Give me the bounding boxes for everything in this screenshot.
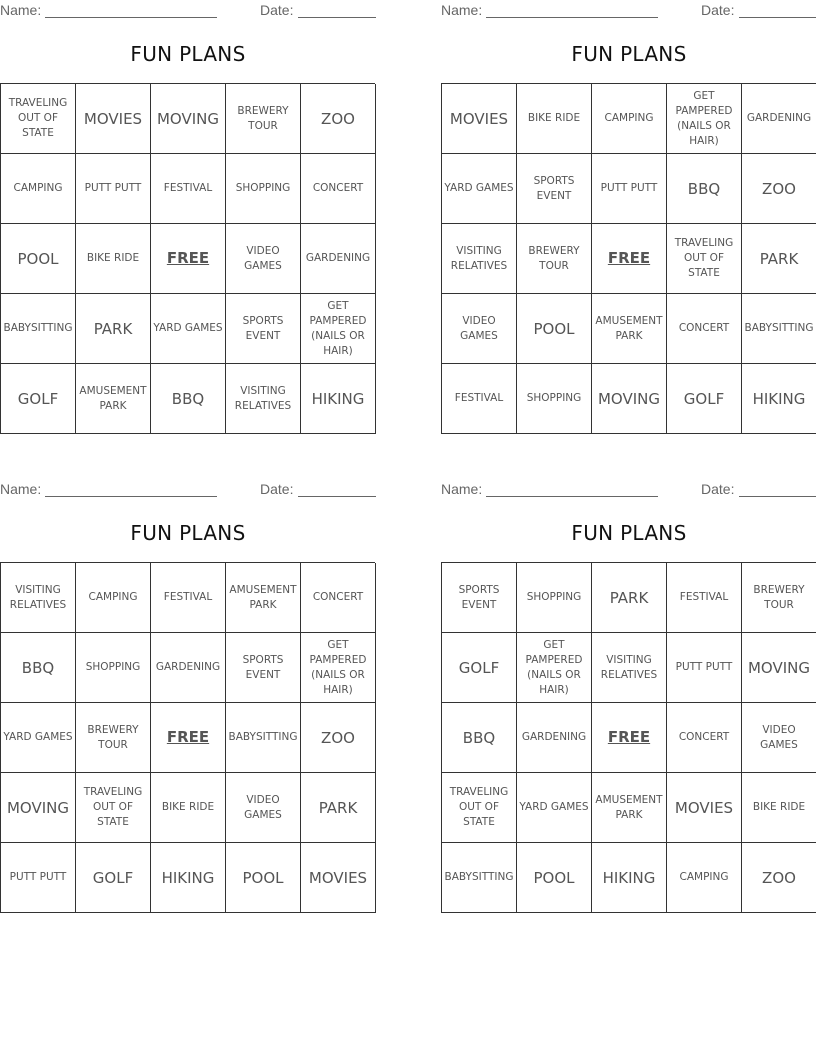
bingo-cell: VIDEO GAMES (442, 294, 517, 364)
bingo-grid (0, 562, 375, 913)
bingo-cell: VIDEO GAMES (226, 224, 301, 294)
bingo-cell: SHOPPING (226, 154, 301, 224)
bingo-cell: BREWERY TOUR (226, 84, 301, 154)
bingo-cell: PARK (742, 224, 816, 294)
bingo-cell: POOL (1, 224, 76, 294)
bingo-cell: TRAVELING OUT OF STATE (667, 224, 742, 294)
bingo-cell: CAMPING (76, 563, 151, 633)
bingo-cell: MOVING (151, 84, 226, 154)
bingo-cell: PARK (592, 563, 667, 633)
date-line (739, 496, 816, 497)
date-label: Date: (701, 2, 735, 18)
bingo-cell: MOVING (1, 773, 76, 843)
bingo-cell: CONCERT (301, 563, 376, 633)
bingo-cell: GET PAMPERED (NAILS OR HAIR) (667, 84, 742, 154)
bingo-cell: GOLF (442, 633, 517, 703)
bingo-cell: GET PAMPERED (NAILS OR HAIR) (301, 633, 376, 703)
name-date-row (0, 2, 376, 20)
bingo-cell: YARD GAMES (151, 294, 226, 364)
bingo-cell: VIDEO GAMES (226, 773, 301, 843)
bingo-cell: POOL (517, 294, 592, 364)
card-title: FUN PLANS (571, 42, 687, 66)
bingo-cell: YARD GAMES (442, 154, 517, 224)
bingo-cell: AMUSEMENT PARK (592, 294, 667, 364)
bingo-cell: YARD GAMES (1, 703, 76, 773)
bingo-cell: MOVIES (442, 84, 517, 154)
date-line (298, 17, 376, 18)
bingo-cell: TRAVELING OUT OF STATE (442, 773, 517, 843)
name-label: Name: (441, 2, 483, 18)
bingo-cell: BREWERY TOUR (742, 563, 816, 633)
bingo-cell: BIKE RIDE (151, 773, 226, 843)
bingo-cell: MOVIES (301, 843, 376, 913)
bingo-cell: HIKING (301, 364, 376, 434)
bingo-cell: GOLF (1, 364, 76, 434)
bingo-cell: VISITING RELATIVES (1, 563, 76, 633)
name-line (45, 17, 217, 18)
bingo-cell: PUTT PUTT (1, 843, 76, 913)
bingo-cell: VISITING RELATIVES (442, 224, 517, 294)
bingo-cell: FREE (592, 224, 667, 294)
bingo-cell: GOLF (667, 364, 742, 434)
bingo-cell: BABYSITTING (442, 843, 517, 913)
bingo-cell: CONCERT (667, 294, 742, 364)
bingo-cell: ZOO (301, 703, 376, 773)
name-label: Name: (0, 2, 42, 18)
bingo-cell: BIKE RIDE (76, 224, 151, 294)
bingo-cell: CONCERT (667, 703, 742, 773)
bingo-cell: GET PAMPERED (NAILS OR HAIR) (517, 633, 592, 703)
bingo-cell: VISITING RELATIVES (592, 633, 667, 703)
bingo-cell: FREE (151, 703, 226, 773)
card-title: FUN PLANS (130, 42, 246, 66)
bingo-cell: MOVIES (667, 773, 742, 843)
bingo-cell: PARK (301, 773, 376, 843)
bingo-cell: GOLF (76, 843, 151, 913)
bingo-cell: GARDENING (517, 703, 592, 773)
name-date-row (0, 481, 376, 499)
bingo-cell: MOVING (592, 364, 667, 434)
bingo-cell: ZOO (742, 154, 816, 224)
bingo-grid (441, 83, 816, 434)
bingo-cell: SHOPPING (76, 633, 151, 703)
bingo-cell: MOVIES (76, 84, 151, 154)
bingo-cell: MOVING (742, 633, 816, 703)
bingo-cell: GET PAMPERED (NAILS OR HAIR) (301, 294, 376, 364)
bingo-cell: SPORTS EVENT (442, 563, 517, 633)
bingo-cell: PUTT PUTT (667, 633, 742, 703)
bingo-cell: GARDENING (151, 633, 226, 703)
name-line (486, 496, 658, 497)
bingo-cell: SHOPPING (517, 563, 592, 633)
bingo-cell: SHOPPING (517, 364, 592, 434)
bingo-cell: CAMPING (1, 154, 76, 224)
bingo-card-3 (0, 479, 376, 915)
bingo-cell: FESTIVAL (442, 364, 517, 434)
bingo-cell: BABYSITTING (1, 294, 76, 364)
bingo-cell: BIKE RIDE (742, 773, 816, 843)
bingo-cell: CAMPING (667, 843, 742, 913)
bingo-grid (0, 83, 375, 434)
date-label: Date: (701, 481, 735, 497)
bingo-cell: BBQ (667, 154, 742, 224)
bingo-card-1 (0, 0, 376, 436)
name-line (486, 17, 658, 18)
bingo-cell: FESTIVAL (151, 563, 226, 633)
name-label: Name: (441, 481, 483, 497)
bingo-cell: GARDENING (742, 84, 816, 154)
bingo-cell: TRAVELING OUT OF STATE (1, 84, 76, 154)
date-line (298, 496, 376, 497)
bingo-cell: CAMPING (592, 84, 667, 154)
bingo-cell: BBQ (151, 364, 226, 434)
bingo-cell: AMUSEMENT PARK (592, 773, 667, 843)
bingo-card-4 (441, 479, 816, 915)
name-date-row (441, 2, 816, 20)
bingo-cell: BIKE RIDE (517, 84, 592, 154)
bingo-cell: FREE (151, 224, 226, 294)
date-label: Date: (260, 481, 294, 497)
bingo-cell: ZOO (301, 84, 376, 154)
bingo-cell: VISITING RELATIVES (226, 364, 301, 434)
bingo-cell: SPORTS EVENT (517, 154, 592, 224)
bingo-cell: BREWERY TOUR (76, 703, 151, 773)
bingo-cell: HIKING (592, 843, 667, 913)
bingo-cell: FESTIVAL (151, 154, 226, 224)
bingo-cell: BABYSITTING (742, 294, 816, 364)
bingo-cell: CONCERT (301, 154, 376, 224)
bingo-cell: FESTIVAL (667, 563, 742, 633)
name-label: Name: (0, 481, 42, 497)
bingo-cell: SPORTS EVENT (226, 633, 301, 703)
bingo-cell: AMUSEMENT PARK (226, 563, 301, 633)
bingo-grid (441, 562, 816, 913)
bingo-cell: TRAVELING OUT OF STATE (76, 773, 151, 843)
bingo-cell: YARD GAMES (517, 773, 592, 843)
date-line (739, 17, 816, 18)
bingo-cell: SPORTS EVENT (226, 294, 301, 364)
bingo-cell: POOL (517, 843, 592, 913)
bingo-cell: PUTT PUTT (592, 154, 667, 224)
bingo-cell: POOL (226, 843, 301, 913)
name-date-row (441, 481, 816, 499)
bingo-cell: GARDENING (301, 224, 376, 294)
bingo-cell: AMUSEMENT PARK (76, 364, 151, 434)
bingo-cell: ZOO (742, 843, 816, 913)
bingo-cell: BBQ (1, 633, 76, 703)
bingo-cell: BABYSITTING (226, 703, 301, 773)
bingo-card-2 (441, 0, 816, 436)
bingo-cell: HIKING (742, 364, 816, 434)
bingo-cell: BREWERY TOUR (517, 224, 592, 294)
bingo-cell: FREE (592, 703, 667, 773)
bingo-cell: PUTT PUTT (76, 154, 151, 224)
date-label: Date: (260, 2, 294, 18)
bingo-cell: HIKING (151, 843, 226, 913)
card-title: FUN PLANS (130, 521, 246, 545)
card-title: FUN PLANS (571, 521, 687, 545)
bingo-cell: VIDEO GAMES (742, 703, 816, 773)
bingo-cell: BBQ (442, 703, 517, 773)
name-line (45, 496, 217, 497)
bingo-cell: PARK (76, 294, 151, 364)
